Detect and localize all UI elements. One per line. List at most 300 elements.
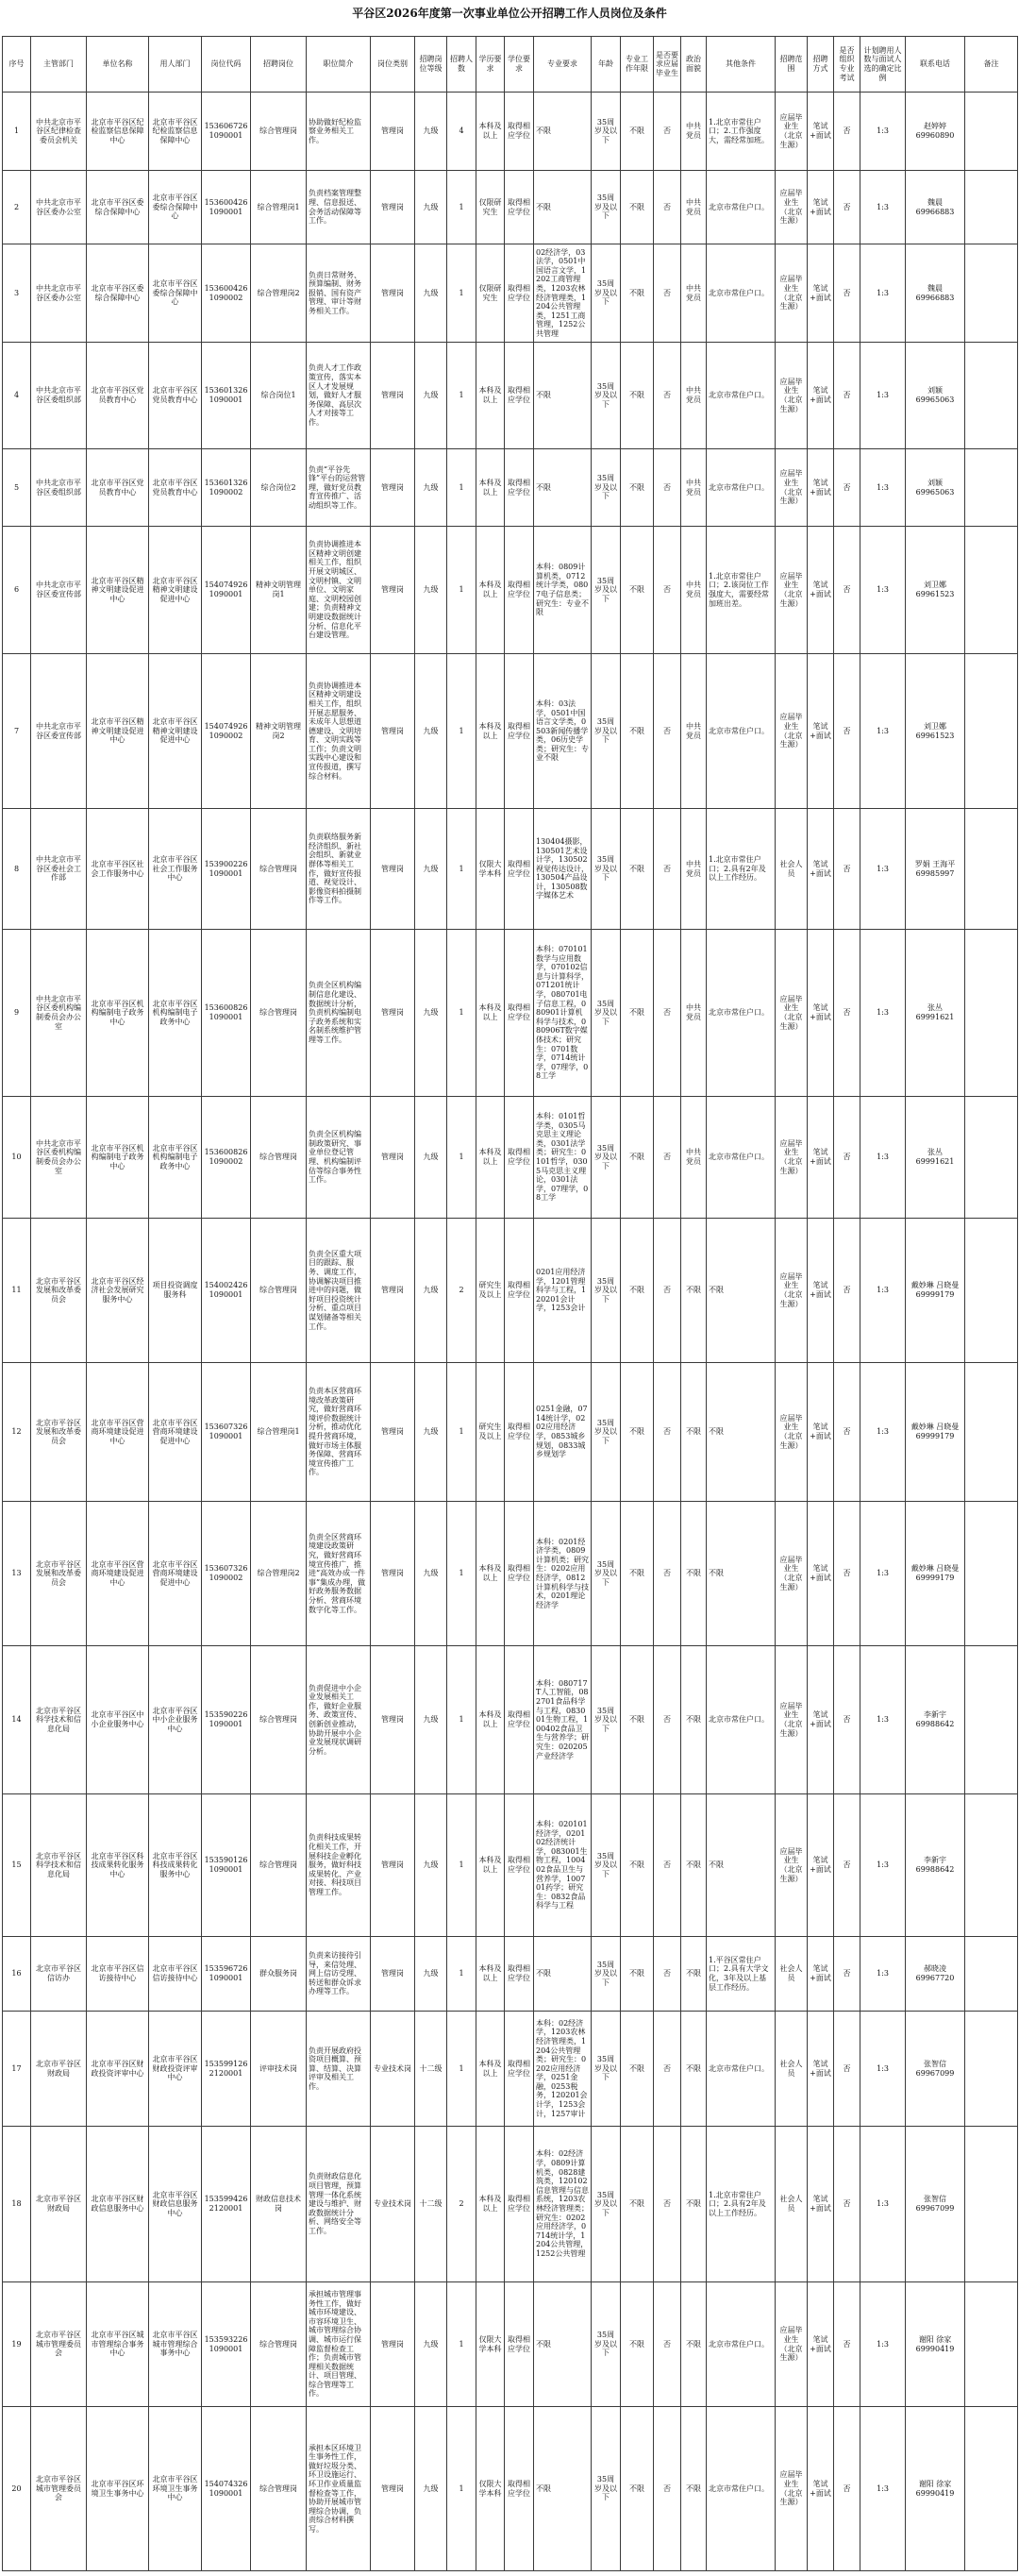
cell-unit: 北京市平谷区精神文明建设促进中心: [87, 654, 149, 809]
cell-other: 北京市常住户口。: [707, 930, 776, 1097]
cell-ratio: 1:3: [860, 171, 906, 244]
cell-remark: [965, 2407, 1018, 2571]
cell-scope: 社会人员: [776, 2127, 808, 2282]
table-row: [3, 930, 1018, 1097]
contact-name: 刘卫娜: [924, 581, 946, 590]
header-politics: 政治面貌: [681, 37, 707, 93]
cell-count: 1: [447, 527, 476, 654]
cell-education: 本科及以上: [476, 930, 505, 1097]
cell-major: 130404摄影，130501艺术设计学，130502视觉传达设计，130504产品设计，130508数字媒体艺术: [534, 809, 592, 930]
cell-category: 管理岗: [371, 2407, 415, 2571]
cell-level: 九级: [415, 1646, 447, 1794]
cell-category: 管理岗: [371, 1646, 415, 1794]
header-supervisor: 主管部门: [31, 37, 87, 93]
cell-contact: [906, 2127, 965, 2282]
cell-politics: 不限: [681, 1646, 707, 1794]
cell-category: 管理岗: [371, 2282, 415, 2407]
cell-no: 17: [3, 2012, 31, 2127]
cell-dept: 北京市平谷区机构编制电子政务中心: [149, 930, 202, 1097]
cell-other: 北京市常住户口。: [707, 2282, 776, 2407]
cell-category: 管理岗: [371, 1502, 415, 1646]
contact-name: 刘卫娜: [924, 721, 946, 731]
cell-dept: 北京市平谷区机构编制电子政务中心: [149, 1097, 202, 1219]
cell-method: 笔试+面试: [808, 244, 834, 343]
cell-dept: 北京市平谷区党员教育中心: [149, 449, 202, 527]
cell-desc: 负责全区营商环境建设政策研究，做好营商环境宣传推广，推进“高效办成一件事”集成办理，做好政务服务数据分析、营商环境数字化等工作。: [307, 1502, 371, 1646]
cell-desc: 协助做好纪检监察业务相关工作。: [307, 93, 371, 171]
cell-years: 不限: [621, 654, 654, 809]
cell-other: 北京市常住户口。: [707, 2407, 776, 2571]
header-dept: 用人部门: [149, 37, 202, 93]
cell-exam: 否: [834, 930, 860, 1097]
cell-code: 1536073261090002: [202, 1502, 251, 1646]
header-education: 学历要求: [476, 37, 505, 93]
cell-age: 35周岁及以下: [592, 244, 621, 343]
cell-count: 1: [447, 1363, 476, 1502]
cell-fresh: 否: [654, 244, 681, 343]
cell-ratio: 1:3: [860, 1219, 906, 1363]
cell-category: 管理岗: [371, 1794, 415, 1937]
cell-count: 2: [447, 2127, 476, 2282]
cell-supervisor: 北京市平谷区财政局: [31, 2012, 87, 2127]
cell-major: 不限: [534, 343, 592, 449]
cell-supervisor: 中共北京市平谷区委机构编制委员会办公室: [31, 1097, 87, 1219]
cell-code: 1540024261090001: [202, 1219, 251, 1363]
cell-exam: 否: [834, 1363, 860, 1502]
cell-desc: 负责全区重大项目的跟踪、服务、调度工作，协调解决项目推进中的问题，做好项目投资统计分析、重点项目谋划储备等相关工作。: [307, 1219, 371, 1363]
cell-dept: 北京市平谷区财政信息服务中心: [149, 2127, 202, 2282]
cell-scope: 社会人员: [776, 809, 808, 930]
table-row: [3, 93, 1018, 171]
cell-desc: 负责档案管理整理、信息报送、会务活动保障等工作。: [307, 171, 371, 244]
cell-major: 本科：080717T人工智能，082701食品科学与工程，083001生物工程，100402食品卫生与营养学；研究生：020205产业经济学: [534, 1646, 592, 1794]
cell-desc: 负责全区机构编制政策研究、事业单位登记管理、机构编制评估等综合事务性工作。: [307, 1097, 371, 1219]
cell-dept: 北京市平谷区党员教育中心: [149, 343, 202, 449]
cell-contact: [906, 1646, 965, 1794]
cell-major: 本科：02经济学，1203农林经济管理类，1204公共管理类；研究生：0202应用经济学，0251金融，0253税务，120201会计学，1253会计，1257审计: [534, 2012, 592, 2127]
cell-education: 研究生及以上: [476, 1219, 505, 1363]
cell-education: 研究生及以上: [476, 1363, 505, 1502]
cell-ratio: 1:3: [860, 654, 906, 809]
contact-phone: 69967099: [915, 2204, 955, 2213]
header-ratio: 计划聘用人数与面试人选的确定比例: [860, 37, 906, 93]
cell-politics: 中共党员: [681, 809, 707, 930]
cell-category: 管理岗: [371, 654, 415, 809]
cell-desc: 负责“平谷先锋”平台的运营管理，做好党员教育宣传推广、活动组织等工作。: [307, 449, 371, 527]
cell-scope: 应届毕业生（北京生源）: [776, 171, 808, 244]
cell-age: 35周岁及以下: [592, 449, 621, 527]
table-row: [3, 1794, 1018, 1937]
cell-position: 综合管理岗: [251, 2282, 307, 2407]
contact-name: 刘颖: [927, 386, 943, 396]
cell-other: 不限: [707, 1502, 776, 1646]
cell-fresh: 否: [654, 1219, 681, 1363]
cell-fresh: 否: [654, 93, 681, 171]
cell-method: 笔试+面试: [808, 654, 834, 809]
cell-major: 本科：070101数学与应用数学，070102信息与计算科学，071201统计学，080701电子信息工程，080901计算机科学与技术，080906T数字媒体技术；研究生：0701数学，0714统计学，07理学，08工学: [534, 930, 592, 1097]
cell-no: 2: [3, 171, 31, 244]
cell-age: 35周岁及以下: [592, 527, 621, 654]
contact-name: 刘颖: [927, 478, 943, 487]
cell-years: 不限: [621, 809, 654, 930]
cell-education: 本科及以上: [476, 2012, 505, 2127]
cell-unit: 北京市平谷区营商环境建设促进中心: [87, 1502, 149, 1646]
cell-desc: 负责协调推进本区精神文明创建相关工作，组织开展文明城区、文明村镇、文明单位、文明家庭、文明校园创建；负责精神文明建设数据统计分析、信息化平台建设管理。: [307, 527, 371, 654]
cell-degree: 取得相应学位: [505, 171, 534, 244]
cell-age: 35周岁及以下: [592, 809, 621, 930]
cell-dept: 北京市平谷区科技成果转化服务中心: [149, 1794, 202, 1937]
cell-desc: 承担本区环境卫生事务性工作，做好垃圾分类、环卫设施运行、环卫作业质量监督检查等工作，协助开展城市管理综合协调，负责综合材料撰写。: [307, 2407, 371, 2571]
cell-degree: 取得相应学位: [505, 1794, 534, 1937]
cell-unit: 北京市平谷区城市管理综合事务中心: [87, 2282, 149, 2407]
cell-level: 九级: [415, 449, 447, 527]
header-age: 年龄: [592, 37, 621, 93]
cell-contact: [906, 1937, 965, 2012]
cell-no: 13: [3, 1502, 31, 1646]
cell-scope: 应届毕业生（北京生源）: [776, 1502, 808, 1646]
cell-age: 35周岁及以下: [592, 2282, 621, 2407]
cell-remark: [965, 1219, 1018, 1363]
cell-scope: 应届毕业生（北京生源）: [776, 654, 808, 809]
cell-years: 不限: [621, 244, 654, 343]
cell-other: 不限: [707, 1363, 776, 1502]
cell-scope: 应届毕业生（北京生源）: [776, 449, 808, 527]
cell-remark: [965, 1646, 1018, 1794]
cell-age: 35周岁及以下: [592, 1794, 621, 1937]
cell-code: 1536004261090001: [202, 171, 251, 244]
cell-age: 35周岁及以下: [592, 343, 621, 449]
positions-table: [2, 36, 1018, 2571]
cell-politics: 不限: [681, 1219, 707, 1363]
cell-remark: [965, 2282, 1018, 2407]
table-body: [3, 93, 1018, 2571]
cell-major: 02经济学，03法学，0501中国语言文学，1202工商管理类，1203农林经济管理类，1204公共管理类，1251工商管理，1252公共管理: [534, 244, 592, 343]
cell-years: 不限: [621, 343, 654, 449]
contact-name: 张丛: [927, 1148, 943, 1157]
cell-desc: 负责财政信息化项目管理，预算管理一体化系统建设与维护、财政数据统计分析、网络安全等工作。: [307, 2127, 371, 2282]
cell-contact: [906, 93, 965, 171]
cell-code: 1535991262120001: [202, 2012, 251, 2127]
cell-age: 35周岁及以下: [592, 1646, 621, 1794]
cell-contact: [906, 171, 965, 244]
cell-contact: [906, 1219, 965, 1363]
cell-no: 1: [3, 93, 31, 171]
cell-contact: [906, 654, 965, 809]
cell-position: 综合管理岗2: [251, 1502, 307, 1646]
cell-ratio: 1:3: [860, 1502, 906, 1646]
cell-category: 专业技术岗: [371, 2127, 415, 2282]
cell-remark: [965, 2012, 1018, 2127]
contact-phone: 69990419: [915, 2344, 955, 2353]
cell-category: 管理岗: [371, 93, 415, 171]
table-row: [3, 244, 1018, 343]
cell-position: 综合管理岗: [251, 930, 307, 1097]
cell-no: 7: [3, 654, 31, 809]
cell-age: 35周岁及以下: [592, 1219, 621, 1363]
cell-unit: 北京市平谷区纪检监察信息保障中心: [87, 93, 149, 171]
cell-remark: [965, 449, 1018, 527]
contact-name: 罗娟 王海平: [914, 859, 956, 868]
cell-supervisor: 中共北京市平谷区纪律检查委员会机关: [31, 93, 87, 171]
cell-age: 35周岁及以下: [592, 2127, 621, 2282]
cell-education: 本科及以上: [476, 449, 505, 527]
cell-category: 管理岗: [371, 809, 415, 930]
cell-desc: 负责协调推进本区精神文明建设相关工作，组织开展志愿服务、未成年人思想道德建设、文明培育、文明实践等工作；负责文明实践中心建设和宣传报道，撰写综合材料。: [307, 654, 371, 809]
cell-dept: 北京市平谷区营商环境建设促进中心: [149, 1363, 202, 1502]
cell-desc: 承担城市管理事务性工作，做好城市环境建设、市容环境卫生、城市管理综合协调、城市运行保障监督检查工作；负责城市管理相关数据统计、项目管理、综合管理等工作。: [307, 2282, 371, 2407]
cell-education: 本科及以上: [476, 654, 505, 809]
cell-method: 笔试+面试: [808, 1646, 834, 1794]
cell-exam: 否: [834, 244, 860, 343]
cell-category: 管理岗: [371, 449, 415, 527]
cell-years: 不限: [621, 1219, 654, 1363]
contact-name: 郝晓凌: [924, 1964, 946, 1974]
cell-ratio: 1:3: [860, 244, 906, 343]
cell-exam: 否: [834, 2407, 860, 2571]
cell-remark: [965, 171, 1018, 244]
cell-other: 北京市常住户口。: [707, 654, 776, 809]
cell-supervisor: 中共北京市平谷区委组织部: [31, 449, 87, 527]
cell-supervisor: 北京市平谷区发展和改革委员会: [31, 1219, 87, 1363]
contact-phone: 69990419: [915, 2488, 955, 2498]
cell-scope: 应届毕业生（北京生源）: [776, 930, 808, 1097]
cell-major: 不限: [534, 93, 592, 171]
cell-count: 1: [447, 1646, 476, 1794]
cell-method: 笔试+面试: [808, 2407, 834, 2571]
cell-degree: 取得相应学位: [505, 2012, 534, 2127]
table-row: [3, 1502, 1018, 1646]
cell-dept: 项目投资调度服务科: [149, 1219, 202, 1363]
cell-no: 8: [3, 809, 31, 930]
cell-exam: 否: [834, 2127, 860, 2282]
cell-method: 笔试+面试: [808, 527, 834, 654]
cell-degree: 取得相应学位: [505, 1097, 534, 1219]
cell-no: 10: [3, 1097, 31, 1219]
cell-contact: [906, 1502, 965, 1646]
cell-unit: 北京市平谷区社会工作服务中心: [87, 809, 149, 930]
cell-degree: 取得相应学位: [505, 809, 534, 930]
cell-code: 1536067261090001: [202, 93, 251, 171]
cell-education: 本科及以上: [476, 1937, 505, 2012]
cell-level: 九级: [415, 1219, 447, 1363]
contact-name: 戴妙琳 吕晓曼: [910, 1564, 960, 1574]
table-row: [3, 1219, 1018, 1363]
cell-level: 九级: [415, 2407, 447, 2571]
cell-method: 笔试+面试: [808, 171, 834, 244]
cell-contact: [906, 2407, 965, 2571]
cell-other: 北京市常住户口。: [707, 343, 776, 449]
cell-dept: 北京市平谷区信访接待中心: [149, 1937, 202, 2012]
header-other: 其他条件: [707, 37, 776, 93]
cell-unit: 北京市平谷区中小企业服务中心: [87, 1646, 149, 1794]
cell-scope: 应届毕业生（北京生源）: [776, 527, 808, 654]
cell-fresh: 否: [654, 1363, 681, 1502]
cell-scope: 社会人员: [776, 1937, 808, 2012]
cell-degree: 取得相应学位: [505, 244, 534, 343]
cell-exam: 否: [834, 449, 860, 527]
cell-major: 不限: [534, 1937, 592, 2012]
cell-major: 本科：03法学，0501中国语言文学类，0503新闻传播学类，06历史学类；研究生：专业不限: [534, 654, 592, 809]
header-count: 招聘人数: [447, 37, 476, 93]
cell-level: 十二级: [415, 2012, 447, 2127]
contact-name: 魏晨: [927, 283, 943, 293]
cell-remark: [965, 1794, 1018, 1937]
cell-major: 不限: [534, 171, 592, 244]
cell-dept: 北京市平谷区城市管理综合事务中心: [149, 2282, 202, 2407]
header-category: 岗位类别: [371, 37, 415, 93]
contact-phone: 69988642: [915, 1720, 955, 1728]
header-exam: 是否组织专业考试: [834, 37, 860, 93]
cell-supervisor: 北京市平谷区财政局: [31, 2127, 87, 2282]
cell-scope: 应届毕业生（北京生源）: [776, 343, 808, 449]
table-row: [3, 2407, 1018, 2571]
cell-education: 仅限研究生: [476, 244, 505, 343]
cell-contact: [906, 930, 965, 1097]
cell-count: 1: [447, 809, 476, 930]
cell-ratio: 1:3: [860, 930, 906, 1097]
cell-contact: [906, 2012, 965, 2127]
cell-remark: [965, 527, 1018, 654]
contact-name: 谢阳 徐家: [918, 2334, 952, 2344]
table-row: [3, 343, 1018, 449]
cell-age: 35周岁及以下: [592, 1502, 621, 1646]
cell-code: 1536008261090002: [202, 1097, 251, 1219]
cell-scope: 应届毕业生（北京生源）: [776, 1363, 808, 1502]
cell-fresh: 否: [654, 1794, 681, 1937]
cell-position: 综合管理岗1: [251, 171, 307, 244]
cell-dept: 北京市平谷区精神文明建设促进中心: [149, 527, 202, 654]
cell-unit: 北京市平谷区营商环境建设促进中心: [87, 1363, 149, 1502]
cell-fresh: 否: [654, 527, 681, 654]
cell-contact: [906, 1097, 965, 1219]
cell-code: 1535967261090001: [202, 1937, 251, 2012]
cell-unit: 北京市平谷区信访接待中心: [87, 1937, 149, 2012]
cell-years: 不限: [621, 171, 654, 244]
cell-major: 本科：02经济学，0809计算机类，0828建筑类，120102信息管理与信息系统，1203农林经济管理类；研究生：0202应用经济学，0714统计学，1204公共管理，1252公共管理: [534, 2127, 592, 2282]
contact-phone: 69967099: [915, 2068, 955, 2078]
cell-category: 管理岗: [371, 244, 415, 343]
cell-politics: 不限: [681, 2407, 707, 2571]
cell-remark: [965, 930, 1018, 1097]
cell-count: 4: [447, 93, 476, 171]
cell-age: 35周岁及以下: [592, 654, 621, 809]
cell-contact: [906, 527, 965, 654]
cell-no: 3: [3, 244, 31, 343]
cell-method: 笔试+面试: [808, 1937, 834, 2012]
cell-years: 不限: [621, 2282, 654, 2407]
cell-position: 综合管理岗: [251, 93, 307, 171]
cell-degree: 取得相应学位: [505, 343, 534, 449]
cell-desc: 负责本区营商环境改革政策研究，做好营商环境评价数据统计分析，推动优化提升营商环境，做好市场主体服务保障、营商环境宣传推广工作。: [307, 1363, 371, 1502]
contact-phone: 69961523: [915, 731, 955, 740]
cell-count: 2: [447, 1219, 476, 1363]
cell-dept: 北京市平谷区中小企业服务中心: [149, 1646, 202, 1794]
cell-politics: 中共党员: [681, 244, 707, 343]
cell-category: 管理岗: [371, 171, 415, 244]
cell-scope: 应届毕业生（北京生源）: [776, 93, 808, 171]
cell-fresh: 否: [654, 1937, 681, 2012]
cell-contact: [906, 1363, 965, 1502]
cell-degree: 取得相应学位: [505, 1646, 534, 1794]
cell-position: 综合管理岗: [251, 1646, 307, 1794]
cell-level: 九级: [415, 654, 447, 809]
cell-years: 不限: [621, 449, 654, 527]
cell-method: 笔试+面试: [808, 1097, 834, 1219]
table-row: [3, 1937, 1018, 2012]
cell-fresh: 否: [654, 809, 681, 930]
table-row: [3, 2282, 1018, 2407]
cell-unit: 北京市平谷区机构编制电子政务中心: [87, 930, 149, 1097]
header-unit: 单位名称: [87, 37, 149, 93]
contact-name: 张智信: [924, 2059, 946, 2068]
cell-education: 仅限大学本科: [476, 2407, 505, 2571]
cell-method: 笔试+面试: [808, 343, 834, 449]
cell-politics: 中共党员: [681, 93, 707, 171]
cell-scope: 社会人员: [776, 2012, 808, 2127]
cell-unit: 北京市平谷区委综合保障中心: [87, 244, 149, 343]
cell-method: 笔试+面试: [808, 1794, 834, 1937]
cell-contact: [906, 343, 965, 449]
cell-category: 管理岗: [371, 343, 415, 449]
table-row: [3, 527, 1018, 654]
cell-major: 本科：020101经济学，020102经济统计学，083001生物工程，100402食品卫生与营养学，100701药学；研究生：0832食品科学与工程: [534, 1794, 592, 1937]
cell-years: 不限: [621, 527, 654, 654]
cell-supervisor: 中共北京市平谷区委办公室: [31, 171, 87, 244]
cell-supervisor: 北京市平谷区发展和改革委员会: [31, 1363, 87, 1502]
cell-unit: 北京市平谷区科技成果转化服务中心: [87, 1794, 149, 1937]
cell-exam: 否: [834, 654, 860, 809]
cell-unit: 北京市平谷区党员教育中心: [87, 343, 149, 449]
cell-remark: [965, 1363, 1018, 1502]
cell-method: 笔试+面试: [808, 809, 834, 930]
cell-code: 1536013261090001: [202, 343, 251, 449]
cell-other: 北京市常住户口。: [707, 2012, 776, 2127]
cell-politics: 中共党员: [681, 527, 707, 654]
cell-major: 本科：0201经济学类，0809计算机类；研究生：0202应用经济学，0812计算机科学与技术，0201理论经济学: [534, 1502, 592, 1646]
cell-degree: 取得相应学位: [505, 2127, 534, 2282]
contact-name: 戴妙琳 吕晓曼: [910, 1281, 960, 1290]
cell-education: 本科及以上: [476, 1794, 505, 1937]
contact-name: 戴妙琳 吕晓曼: [910, 1423, 960, 1432]
cell-other: 1.北京市常住户口；2.具有2年及以上工作经历。: [707, 809, 776, 930]
cell-no: 5: [3, 449, 31, 527]
cell-politics: 不限: [681, 1794, 707, 1937]
cell-years: 不限: [621, 2012, 654, 2127]
cell-fresh: 否: [654, 171, 681, 244]
contact-name: 张智信: [924, 2195, 946, 2204]
cell-ratio: 1:3: [860, 1363, 906, 1502]
cell-politics: 不限: [681, 2282, 707, 2407]
contact-phone: 69999179: [915, 1574, 955, 1582]
cell-supervisor: 中共北京市平谷区委宣传部: [31, 527, 87, 654]
cell-dept: 北京市平谷区财政投资评审中心: [149, 2012, 202, 2127]
cell-remark: [965, 654, 1018, 809]
cell-code: 1536073261090001: [202, 1363, 251, 1502]
cell-fresh: 否: [654, 449, 681, 527]
contact-phone: 69991621: [915, 1157, 955, 1166]
cell-degree: 取得相应学位: [505, 930, 534, 1097]
cell-position: 综合管理岗: [251, 2407, 307, 2571]
header-years: 专业工作年限: [621, 37, 654, 93]
contact-name: 赵婷婷: [924, 122, 946, 131]
cell-exam: 否: [834, 1219, 860, 1363]
cell-count: 1: [447, 1937, 476, 2012]
cell-category: 管理岗: [371, 1219, 415, 1363]
cell-ratio: 1:3: [860, 2282, 906, 2407]
cell-fresh: 否: [654, 654, 681, 809]
cell-major: 0201应用经济学，1201管理科学与工程，120201会计学，1253会计: [534, 1219, 592, 1363]
cell-position: 综合管理岗2: [251, 244, 307, 343]
